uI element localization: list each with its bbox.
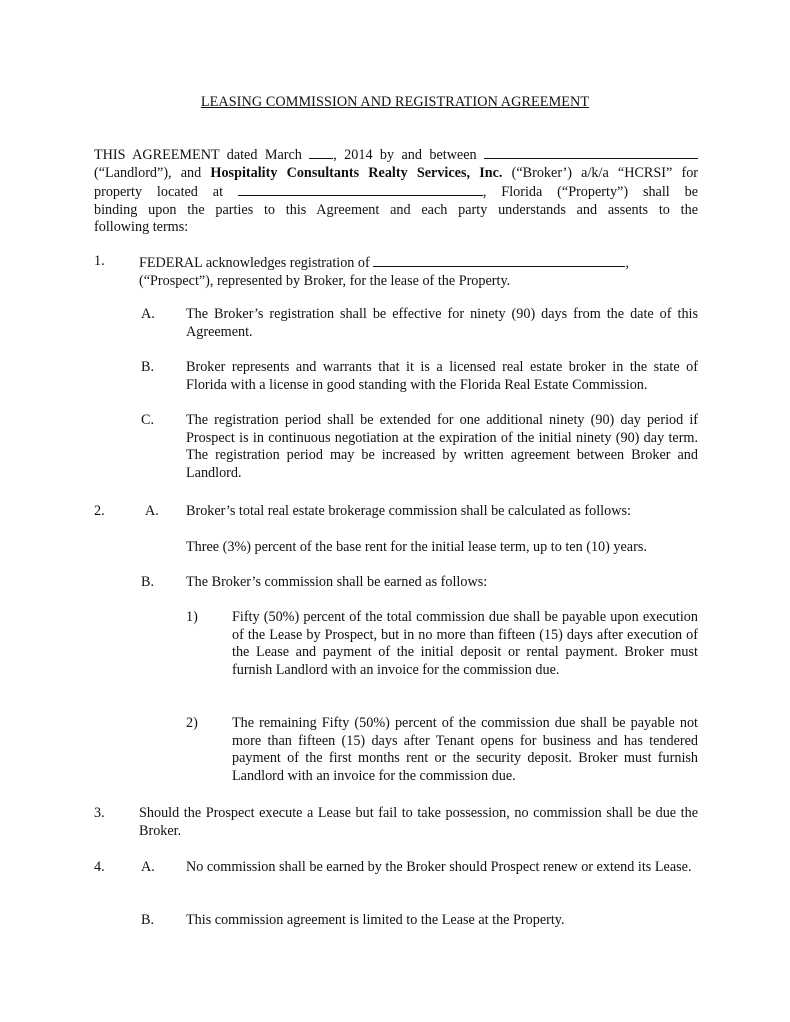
landlord-blank [484, 145, 698, 159]
section-2-number: 2. [94, 503, 105, 519]
section-1-number: 1. [94, 253, 105, 269]
section-4a-label: A. [141, 859, 155, 875]
section-2-item-1-text: Fifty (50%) percent of the total commission due shall be payable upon execution of the Lease by Prospect, but in no more than fifteen (15) days after execution of the Lease and payment of the initial deposit or rental payment. Broker must furnish Landlord with an invoice for the commission due. [232, 609, 698, 678]
section-2b-text: The Broker’s commission shall be earned as follows: [186, 574, 488, 590]
section-2b-label: B. [141, 574, 155, 590]
section-1-text: FEDERAL acknowledges registration of , (“Prospect”), represented by Broker, for the lease of the Property. [139, 255, 629, 289]
intro-line-4: binding upon the parties to this Agreement and each party understands and assents to the [94, 201, 698, 218]
section-4-number: 4. [94, 859, 105, 875]
section-1a-text: The Broker’s registration shall be effective for ninety (90) days from the date of this Agreement. [186, 306, 698, 340]
section-2a-detail: Three (3%) percent of the base rent for the initial lease term, up to ten (10) years. [186, 539, 647, 555]
section-2a-label: A. [145, 503, 159, 519]
document-title: LEASING COMMISSION AND REGISTRATION AGREEMENT [200, 94, 590, 110]
section-2-item-2-text: The remaining Fifty (50%) percent of the commission due shall be payable not more than fifteen (15) days after Tenant opens for business and has tendered payment of the first months rent or the security deposit. Broker must furnish Landlord with an invoice for the commission due. [232, 715, 698, 784]
section-2a-text: Broker’s total real estate brokerage commission shall be calculated as follows: [186, 503, 631, 519]
section-4b-label: B. [141, 912, 155, 928]
section-4b-text: This commission agreement is limited to the Lease at the Property. [186, 912, 565, 928]
intro-line-1: THIS AGREEMENT dated March , 2014 by and between [94, 145, 698, 165]
section-1b-text: Broker represents and warrants that it is a licensed real estate broker in the state of Florida with a license in good standing with the Florida Real Estate Commission. [186, 359, 698, 393]
section-1a-label: A. [141, 306, 155, 322]
broker-name: Hospitality Consultants Realty Services, Inc. [210, 164, 503, 181]
intro-line-2: (“Landlord”), and Hospitality Consultants Realty Services, Inc. (“Broker’) a/k/a “HCRSI” for [94, 164, 699, 181]
section-1b-label: B. [141, 359, 155, 375]
intro-line-5: following terms: [94, 219, 189, 236]
section-3-text: Should the Prospect execute a Lease but fail to take possession, no commission shall be due the Broker. [139, 805, 698, 839]
section-2-item-1-label: 1) [186, 609, 198, 625]
section-1c-text: The registration period shall be extended for one additional ninety (90) day period if Prospect is in continuous negotiation at the expiration of the initial ninety (90) day term. The registration period may be increased by written agreement between Broker and Landlord. [186, 412, 698, 481]
section-3-number: 3. [94, 805, 105, 821]
intro-line-3: property located at , Florida (“Property”) shall be [94, 184, 699, 201]
property-blank [238, 182, 483, 196]
intro-paragraph [94, 145, 698, 237]
section-2-item-2-label: 2) [186, 715, 198, 731]
section-4a-text: No commission shall be earned by the Broker should Prospect renew or extend its Lease. [186, 859, 692, 875]
section-1c-label: C. [141, 412, 155, 428]
prospect-blank [373, 253, 625, 267]
date-blank [309, 145, 333, 159]
